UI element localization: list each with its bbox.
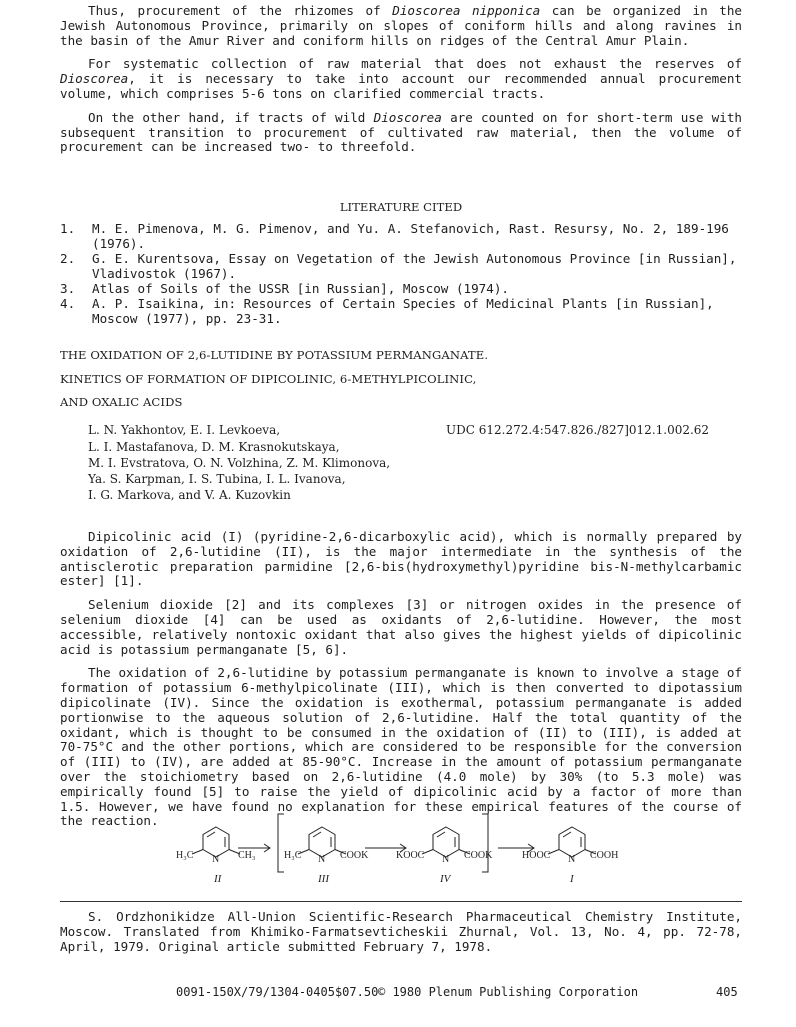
udc-code: UDC 612.272.4:547.826./827]012.1.002.62 [446,423,710,437]
intro-paragraph: Thus, procurement of the rhizomes of Dioscorea nipponica can be organized in the Jewish Autonomous Province, primarily on slopes of coniform hills and along ravines in the basin of the Amur River and coniform hills on ridges of the Central Amur Plain. [60,3,742,48]
substituent-right: CH₃ [238,850,256,861]
pyridine-ring [548,827,596,857]
issn-code: 0091-150X/79/1304-0405$07.50 [176,985,379,999]
article-title-line: AND OXALIC ACIDS [60,395,183,409]
intro-paragraph: On the other hand, if tracts of wild Dioscorea are counted on for short-term use with subsequent transition to procurement of cultivated raw material, then the volume of procurement can be increased two- to threefold. [60,109,742,155]
substituent-right: COOH [590,850,619,861]
ring-nitrogen: N [212,854,220,865]
body-paragraph: The oxidation of 2,6-lutidine by potassium permanganate is known to involve a stage of formation of potassium 6-methylpicolinate (III), which is then converted to dipotassium dipicolinate (IV). Since the oxidation is exothermal, potassium permanganate is added portionwise to the aqueous solution of 2,6-lutidine. Half the total quantity of the oxidant, which is thought to be consumed in the oxidation of (II) to (III), is added at 70-75°C and the other portions, which are considered to be responsible for the conversion of (III) to (IV), are added at 85-90°C. Increase in the amount of potassium permanganate over the stoichiometry based on 2,6-lutidine (4.0 mole) by 30% (to 5.3 mole) was empirically found [5] to raise the yield of dipicolinic acid by a factor of more than 1.5. However, we have found no explanation for these empirical features of the course of the reaction. [60,665,742,829]
author-line: L. I. Mastafanova, D. M. Krasnokutskaya, [88,440,340,454]
substituent-left: HOOC [522,850,551,861]
intro-paragraph: For systematic collection of raw material that does not exhaust the reserves of Dioscorea, it is necessary to take into account our recommended annual procurement volume, which comprises 5-6 tons on clarified commercial tracts. [60,56,742,101]
ring-nitrogen: N [568,854,576,865]
article-body [60,530,742,829]
substituent-right: COOK [340,850,369,861]
body-paragraph: Dipicolinic acid (I) (pyridine-2,6-dicarboxylic acid), which is normally prepared by oxidation of 2,6-lutidine (II), is the major intermediate in the synthesis of the antisclerotic preparation parmidine [2,6-bis(hydroxymethyl)pyridine bis-N-methylcarbamic ester] [1]. [60,529,742,589]
footnote: S. Ordzhonikidze All-Union Scientific-Research Pharmaceutical Chemistry Institute, Moscow. Translated from Khimiko-Farmatsevticheskii Zhurnal, Vol. 13, No. 4, pp. 72-78, April, 1979. Original article submitted February 7, 1978. [60,909,742,954]
article-title-line: KINETICS OF FORMATION OF DIPICOLINIC, 6-METHYLPICOLINIC, [60,372,477,386]
substituent-right: COOK [464,850,493,861]
right-bracket [482,814,488,872]
author-line: I. G. Markova, and V. A. Kuzovkin [88,488,291,502]
substituent-left: H₃C [176,850,194,861]
ring-nitrogen: N [442,854,450,865]
intro-section [60,4,742,155]
left-bracket [278,814,284,872]
substituent-left: KOOC [396,850,425,861]
footnote-rule [60,901,742,902]
body-paragraph: Selenium dioxide [2] and its complexes [3] or nitrogen oxides in the presence of selenium dioxide [4] can be used as oxidants of 2,6-lutidine. However, the most accessible, relatively nontoxic oxidant that also gives the highest yields of dipicolinic acid is potassium permanganate [5, 6]. [60,597,742,657]
pyridine-ring [422,827,470,857]
author-line: L. N. Yakhontov, E. I. Levkoeva, [88,423,281,437]
ring-nitrogen: N [318,854,326,865]
compound-label: IV [440,873,451,885]
author-line: M. I. Evstratova, O. N. Volzhina, Z. M. Klimonova, [88,456,391,470]
copyright: © 1980 Plenum Publishing Corporation [378,985,639,999]
pyridine-ring [298,827,346,857]
substituent-left: H₃C [284,850,302,861]
compound-label: II [214,873,222,885]
compound-label: III [318,873,329,885]
compound-label: I [570,873,574,885]
pyridine-ring [192,827,240,857]
page-number: 405 [716,985,738,999]
literature-heading: LITERATURE CITED [339,200,463,214]
author-line: Ya. S. Karpman, I. S. Tubina, I. L. Ivanova, [88,472,346,486]
reaction-scheme [0,810,796,890]
article-title-line: THE OXIDATION OF 2,6-LUTIDINE BY POTASSIUM PERMANGANATE. [60,348,489,362]
